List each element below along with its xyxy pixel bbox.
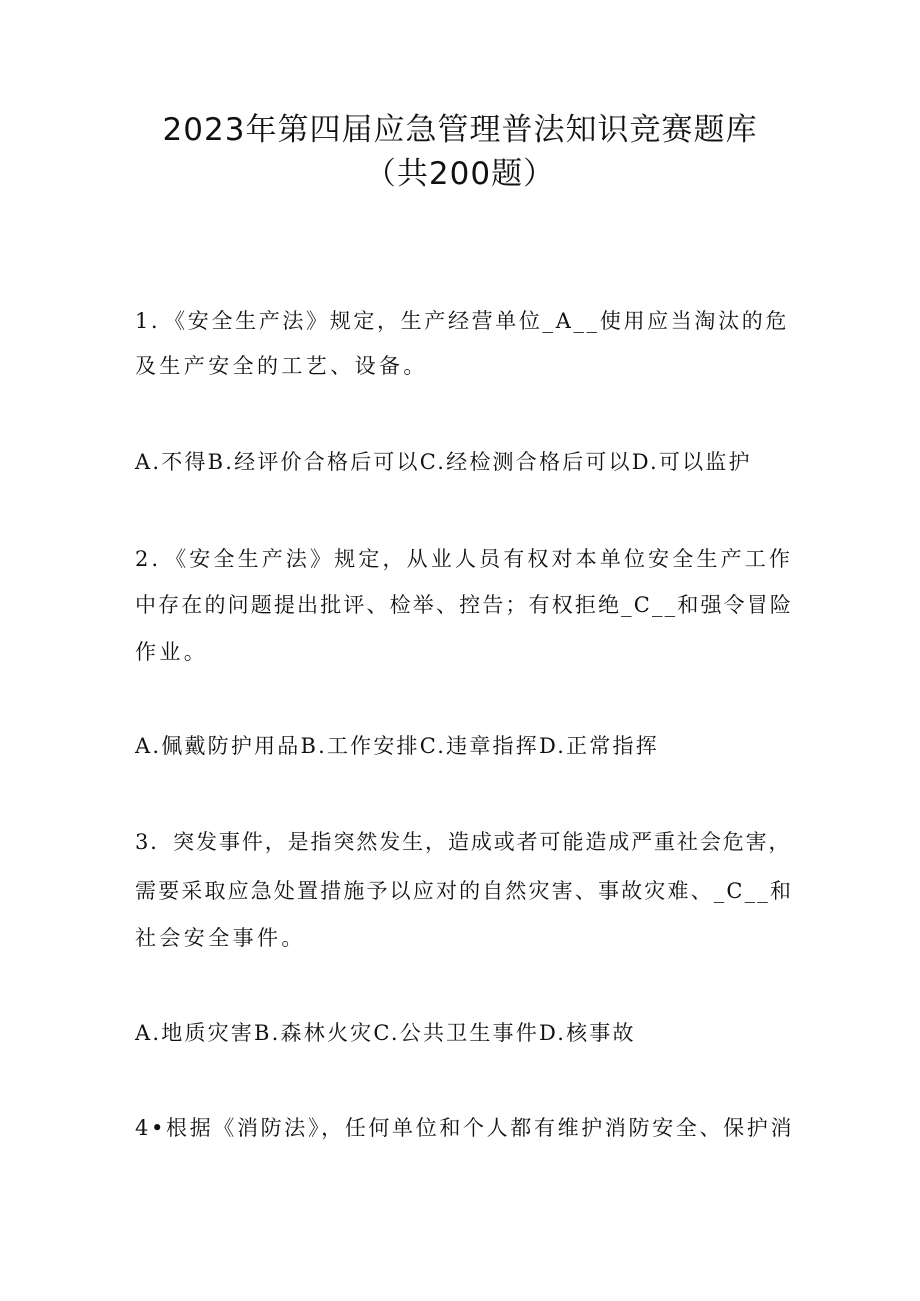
question-2-options: A.佩戴防护用品B.工作安排C.违章指挥D.正常指挥 (135, 734, 659, 758)
question-3-options: A.地质灾害B.森林火灾C.公共卫生事件D.核事故 (135, 1021, 636, 1045)
question-1-line-1: 1．《安全生产法》规定，生产经营单位_A__使用应当淘汰的危 (135, 309, 790, 333)
question-1-line-2: 及生产安全的工艺、设备。 (135, 354, 428, 378)
question-1-options: A.不得B.经评价合格后可以C.经检测合格后可以D.可以监护 (135, 450, 752, 474)
question-3-line-1: 3．突发事件，是指突然发生，造成或者可能造成严重社会危害， (135, 830, 792, 854)
question-4-line-1: 4•根据《消防法》，任何单位和个人都有维护消防安全、保护消 (135, 1116, 795, 1140)
title-line-1: 2023年第四届应急管理普法知识竞赛题库 (162, 112, 758, 148)
document-title (0, 108, 920, 196)
question-2-line-3: 作业。 (135, 640, 209, 664)
question-2-line-1: 2．《安全生产法》规定，从业人员有权对本单位安全生产工作 (135, 547, 794, 571)
question-3-line-3: 社会安全事件。 (135, 926, 306, 950)
question-2-line-2: 中存在的问题提出批评、检举、控告；有权拒绝_C__和强令冒险 (135, 593, 794, 617)
title-line-2: （共200题） (364, 156, 556, 192)
question-3-line-2: 需要采取应急处置措施予以应对的自然灾害、事故灾难、_C__和 (135, 879, 794, 903)
